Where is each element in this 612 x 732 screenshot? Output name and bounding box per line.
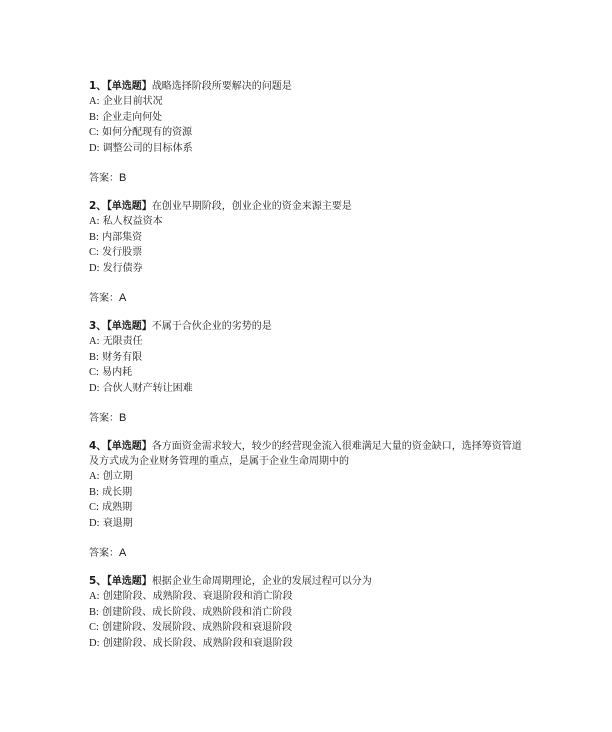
option-b: B: 创建阶段、成长阶段、成熟阶段和消亡阶段 (89, 606, 293, 618)
question-document (89, 79, 529, 651)
answer-label: 答案： (89, 413, 119, 424)
option-c: C: 如何分配现有的资源 (89, 127, 193, 138)
question-title (89, 79, 529, 94)
answer-line (89, 171, 529, 186)
option-c: C: 创建阶段、发展阶段、成熟阶段和衰退阶段 (89, 622, 293, 633)
answer-value: B (119, 172, 127, 184)
option-c: C: 成熟期 (89, 502, 133, 513)
option-c: C: 发行股票 (89, 247, 143, 258)
answer-line (89, 546, 529, 561)
option-b: B: 财务有限 (89, 351, 143, 363)
question-number: 1、 (89, 80, 107, 92)
question-type: 【单选题】 (106, 321, 152, 332)
answer-value: A (119, 547, 127, 559)
question-title (89, 199, 529, 214)
answer-value: A (119, 292, 127, 304)
question-type: 【单选题】 (106, 81, 152, 92)
option-d: D: 调整公司的目标体系 (89, 142, 193, 154)
question-5 (89, 574, 529, 651)
question-text: 在创业早期阶段，创业企业的资金来源主要是 (151, 201, 352, 212)
option-a: A: 创立期 (89, 471, 133, 482)
answer-label: 答案： (89, 293, 119, 304)
question-title (89, 439, 529, 469)
option-d: D: 衰退期 (89, 517, 133, 529)
option-d: D: 创建阶段、成长阶段、成熟阶段和衰退阶段 (89, 637, 293, 649)
answer-label: 答案： (89, 548, 119, 559)
option-b: B: 成长期 (89, 486, 133, 498)
question-1 (89, 79, 529, 186)
question-number: 4、 (89, 440, 107, 452)
option-a: A: 无限责任 (89, 336, 143, 347)
answer-line (89, 411, 529, 426)
question-text: 不属于合伙企业的劣势的是 (151, 321, 272, 332)
answer-line (89, 291, 529, 306)
question-4 (89, 439, 529, 561)
question-number: 5、 (89, 575, 107, 587)
option-b: B: 内部集资 (89, 231, 143, 243)
question-text: 根据企业生命周期理论，企业的发展过程可以分为 (151, 576, 372, 587)
option-a: A: 企业目前状况 (89, 96, 163, 107)
option-c: C: 易内耗 (89, 367, 133, 378)
answer-value: B (119, 412, 127, 424)
question-title (89, 574, 529, 589)
question-number: 3、 (89, 320, 107, 332)
answer-label: 答案： (89, 173, 119, 184)
question-text: 各方面资金需求较大，较少的经营现金流入很难满足大量的资金缺口，选择筹资管道及方式成为企业财务管理的重点，是属于企业生命周期中的 (89, 441, 522, 467)
option-a: A: 创建阶段、成熟阶段、衰退阶段和消亡阶段 (89, 591, 293, 602)
question-type: 【单选题】 (106, 201, 152, 212)
option-d: D: 合伙人财产转让困难 (89, 382, 193, 394)
option-b: B: 企业走向何处 (89, 111, 163, 123)
question-text: 战略选择阶段所要解决的问题是 (151, 81, 292, 92)
question-type: 【单选题】 (106, 441, 152, 452)
option-a: A: 私人权益资本 (89, 216, 163, 227)
option-d: D: 发行债券 (89, 262, 143, 274)
question-2 (89, 199, 529, 306)
question-3 (89, 319, 529, 426)
question-type: 【单选题】 (106, 576, 152, 587)
question-number: 2、 (89, 200, 107, 212)
question-title (89, 319, 529, 334)
